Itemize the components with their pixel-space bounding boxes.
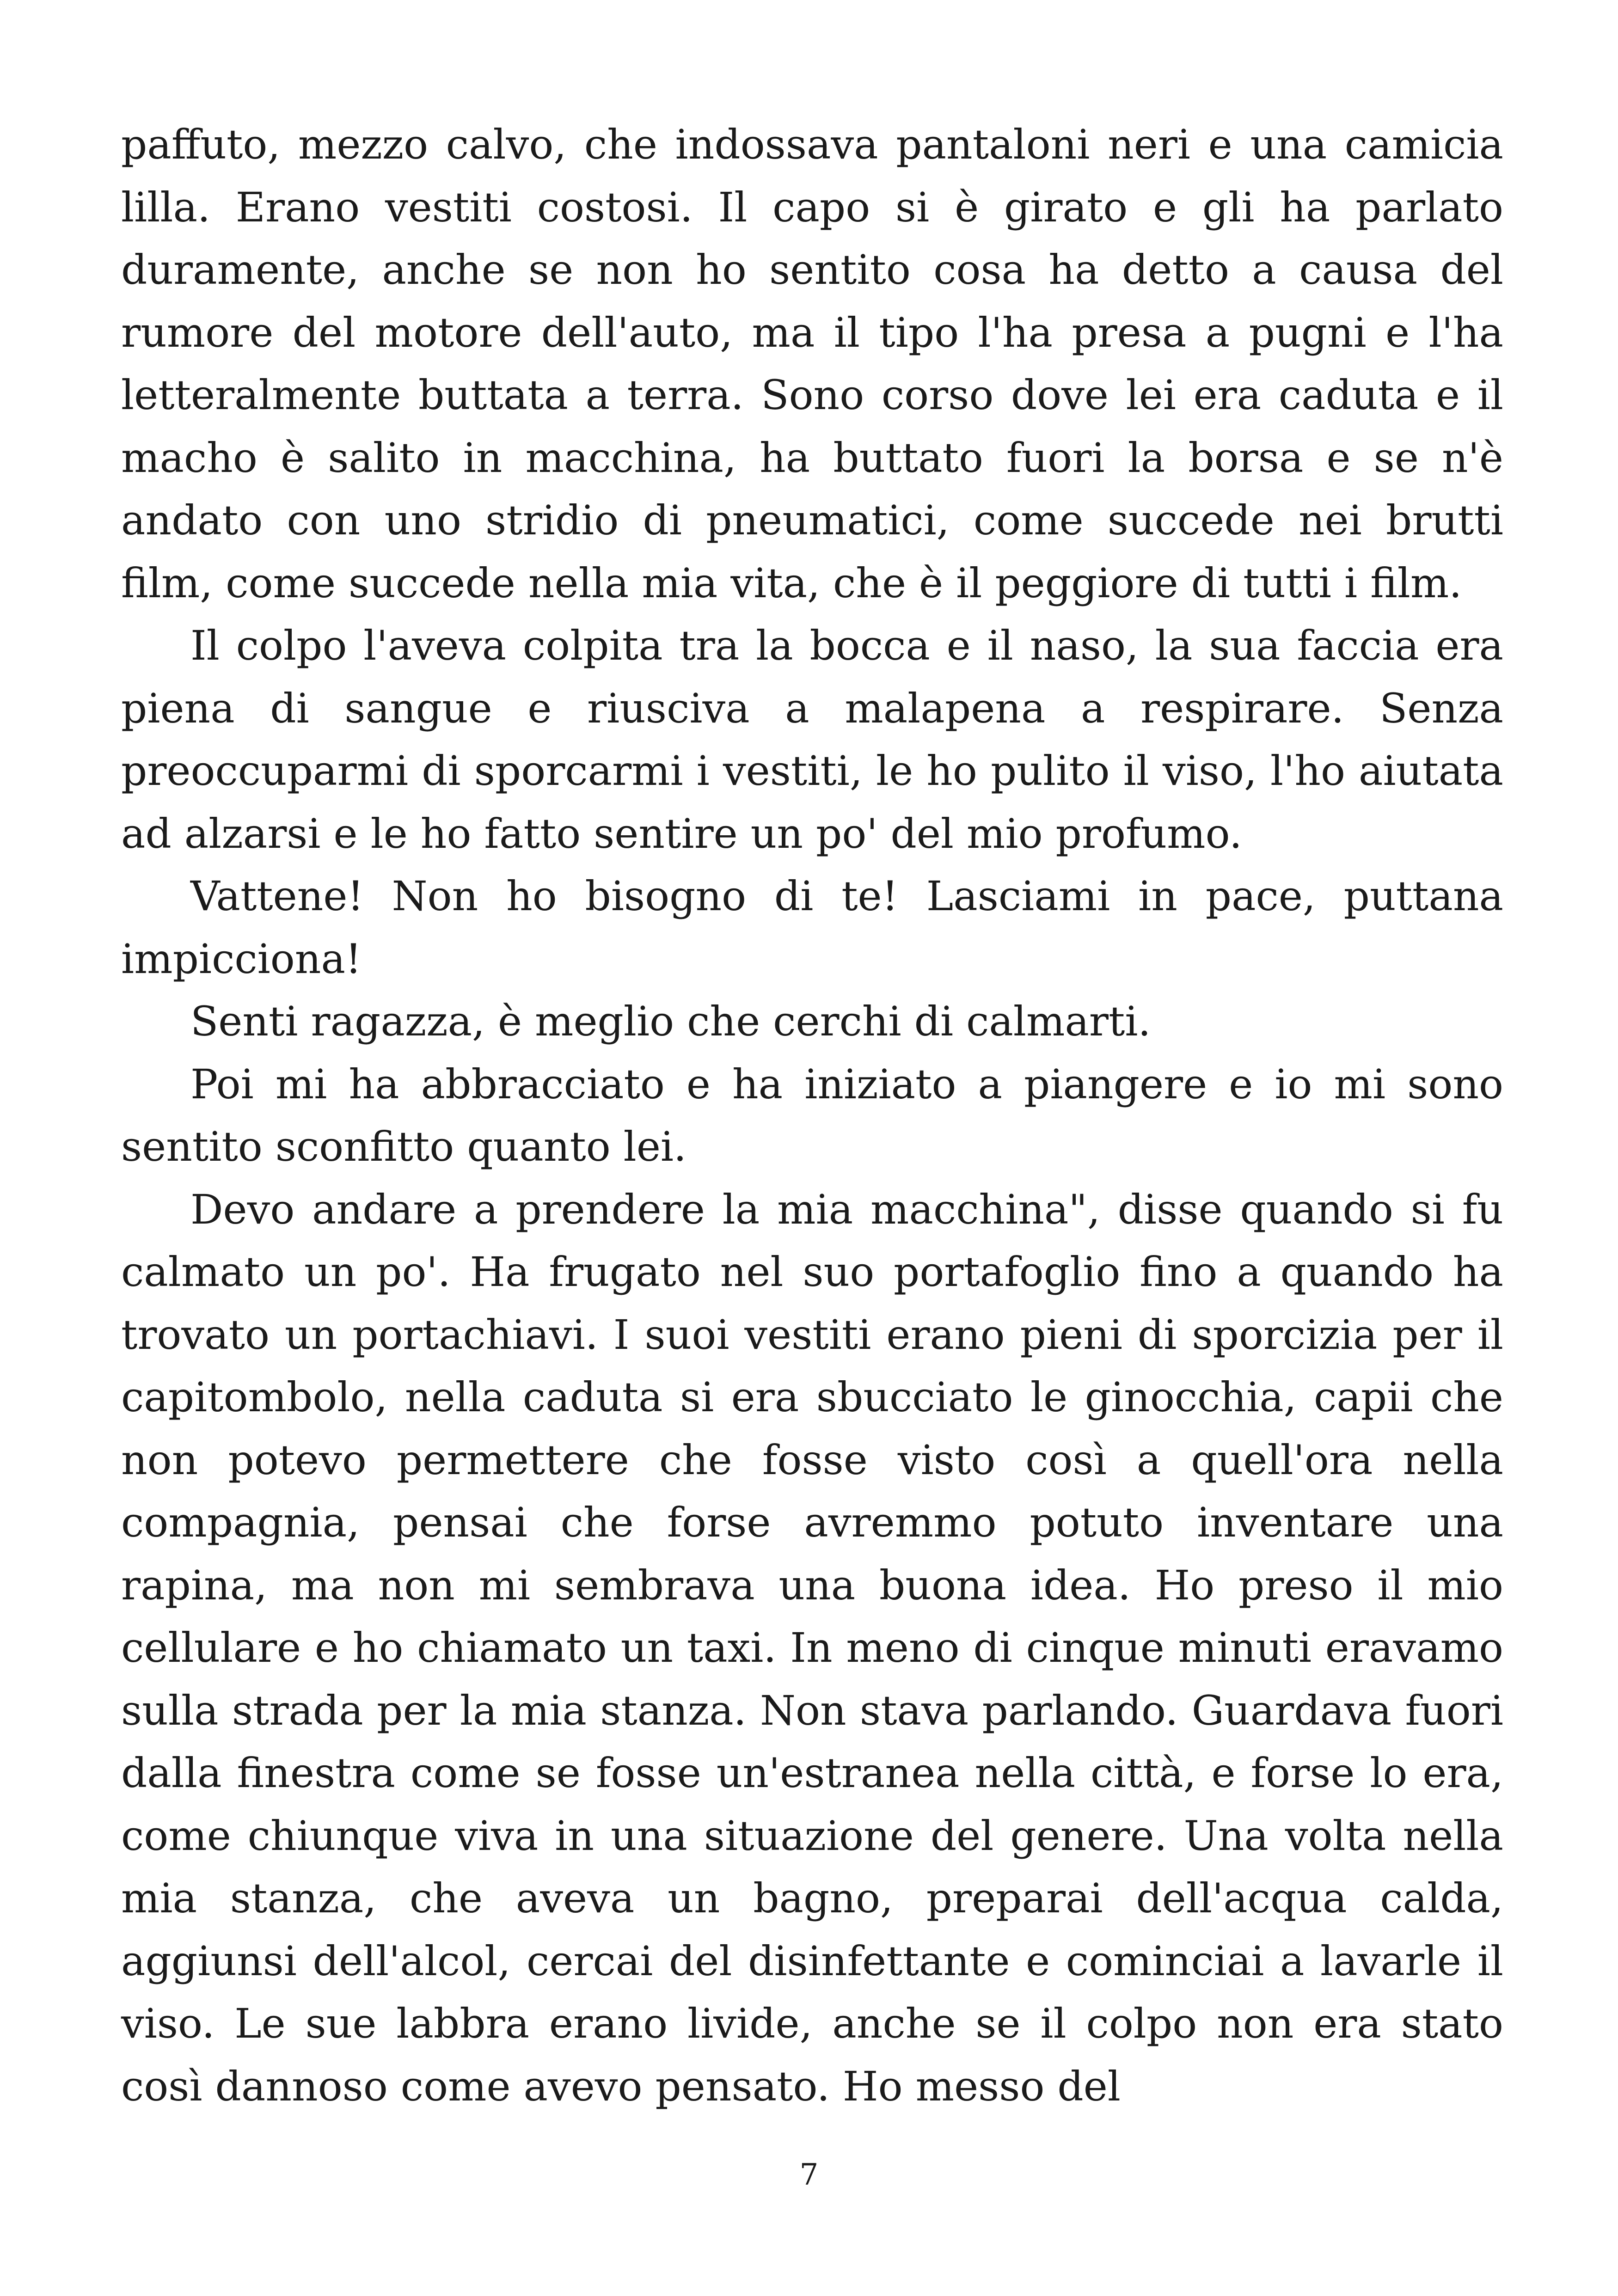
paragraph-4: Senti ragazza, è meglio che cerchi di calmarti. (190, 998, 1151, 1045)
paragraph-5: Poi mi ha abbracciato e ha iniziato a piangere e io mi sono sentito sconfitto quanto lei. (121, 1060, 1503, 1170)
paragraph-3: Vattene! Non ho bisogno di te! Lasciami in pace, puttana impicciona! (121, 872, 1503, 983)
paragraph-1: paffuto, mezzo calvo, che indossava pantaloni neri e una camicia lilla. Erano vestiti costosi. Il capo si è girato e gli ha parlato duramente, anche se non ho sentito cosa ha detto a causa del rumore del motore dell'auto, ma il tipo l'ha presa a pugni e l'ha letteralmente buttata a terra. Sono corso dove lei era caduta e il macho è salito in macchina, ha buttato fuori la borsa e se n'è andato con uno stridio di pneumatici, come succede nei brutti film, come succede nella mia vita, che è il peggiore di tutti i film. (121, 121, 1503, 607)
paragraph-6: Devo andare a prendere la mia macchina", disse quando si fu calmato un po'. Ha frugato nel suo portafoglio fino a quando ha trovato un portachiavi. I suoi vestiti erano pieni di sporcizia per il capitombolo, nella caduta si era sbucciato le ginocchia, capii che non potevo permettere che fosse visto così a quell'ora nella compagnia, pensai che forse avremmo potuto inventare una rapina, ma non mi sembrava una buona idea. Ho preso il mio cellulare e ho chiamato un taxi. In meno di cinque minuti eravamo sulla strada per la mia stanza. Non stava parlando. Guardava fuori dalla finestra come se fosse un'estranea nella città, e forse lo era, come chiunque viva in una situazione del genere. Una volta nella mia stanza, che aveva un bagno, preparai dell'acqua calda, aggiunsi dell'alcol, cercai del disinfettante e cominciai a lavarle il viso. Le sue labbra erano livide, anche se il colpo non era stato così dannoso come avevo pensato. Ho messo del (121, 1185, 1503, 2110)
paragraph-2: Il colpo l'aveva colpita tra la bocca e il naso, la sua faccia era piena di sangue e riusciva a malapena a respirare. Senza preoccuparmi di sporcarmi i vestiti, le ho pulito il viso, l'ho aiutata ad alzarsi e le ho fatto sentire un po' del mio profumo. (121, 622, 1503, 857)
body-text (121, 113, 1503, 2118)
page-number: 7 (799, 2158, 819, 2192)
